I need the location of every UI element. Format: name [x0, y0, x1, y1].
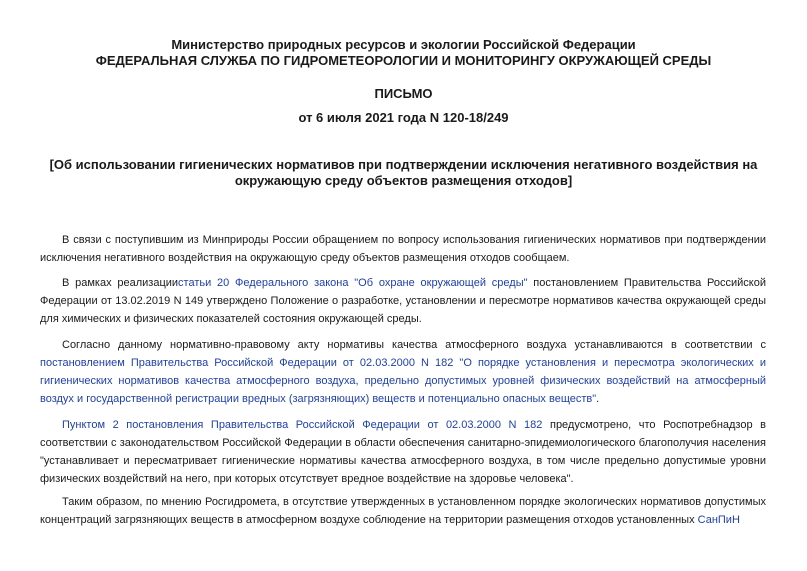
paragraph-1 [40, 231, 766, 267]
document-type: ПИСЬМО [374, 86, 433, 101]
paragraph-4-text: предусмотрено, что Роспотребнадзор в соответствии с законодательством Российской Федерации в области обеспечения санитарно-эпидемиологического благополучия населения "устанавливает и пересматривает гигиенические нормативы качества атмосферного воздуха, в том числе предельно допустимые уровни физических воздействий на него, при которых отсутствует вредное воздействие на здоровье человека". [40, 419, 766, 485]
paragraph-2 [40, 274, 766, 328]
paragraph-2-text-end: постановлением Правительства Российской Федерации от 13.02.2019 N 149 утверждено Положение о разработке, установлении и пересмотре нормативов качества окружающей среды для химических и физических показателей состояния окружающей среды. [40, 277, 766, 325]
document-subject-line-1: [Об использовании гигиенических нормативов при подтверждении исключения негативного воздействия на [49, 157, 758, 172]
government-decree-182-link[interactable]: постановлением Правительства Российской Федерации от 02.03.2000 N 182 "О порядке установления и пересмотра экологических и гигиенических нормативов качества атмосферного воздуха, предельно допустимых уровней физических воздействий на атмосферный воздух и государственной регистрации вредных (загрязняющих) веществ и потенциально опасных веществ" [40, 357, 766, 405]
service-title: ФЕДЕРАЛЬНАЯ СЛУЖБА ПО ГИДРОМЕТЕОРОЛОГИИ И МОНИТОРИНГУ ОКРУЖАЮЩЕЙ СРЕДЫ [95, 53, 712, 68]
paragraph-5 [40, 493, 766, 529]
document-date-number: от 6 июля 2021 года N 120-18/249 [298, 110, 509, 125]
federal-law-article-20-link[interactable]: статьи 20 Федерального закона "Об охране окружающей среды" [178, 277, 528, 289]
paragraph-3-text-end: . [596, 393, 600, 405]
ministry-title: Министерство природных ресурсов и экологии Российской Федерации [171, 37, 636, 52]
paragraph-3 [40, 336, 766, 408]
decree-182-clause-2-link[interactable]: Пунктом 2 постановления Правительства Российской Федерации от 02.03.2000 N 182 [62, 419, 543, 431]
paragraph-4 [40, 416, 766, 488]
paragraph-3-text-start: Согласно данному нормативно-правовому акту нормативы качества атмосферного воздуха устанавливаются в соответствии с [62, 339, 766, 351]
paragraph-2-text-start: В рамках реализации [62, 277, 179, 289]
sanpin-link[interactable]: СанПиН [697, 514, 740, 526]
paragraph-1-text: В связи с поступившим из Минприроды России обращением по вопросу использования гигиенических нормативов при подтверждении исключения негативного воздействия на окружающую среду объектов размещения отходов сообщаем. [40, 234, 766, 264]
paragraph-5-text: Таким образом, по мнению Росгидромета, в отсутствие утвержденных в установленном порядке экологических нормативов допустимых концентраций загрязняющих веществ в атмосферном воздухе соблюдение на территории размещения отходов установленных [40, 496, 766, 526]
document-subject-line-2: окружающую среду объектов размещения отходов] [234, 173, 573, 188]
